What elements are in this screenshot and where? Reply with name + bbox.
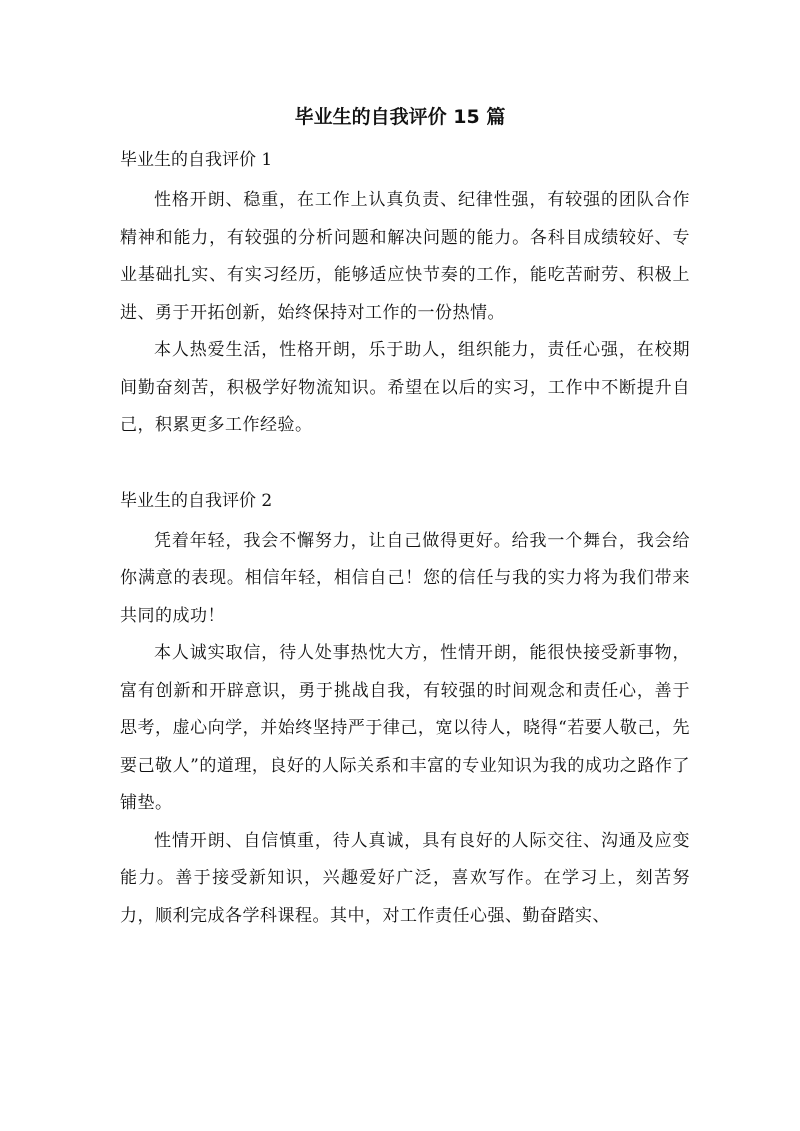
document-body xyxy=(120,144,690,935)
paragraph: 本人热爱生活，性格开朗，乐于助人，组织能力，责任心强，在校期间勤奋刻苦，积极学好物流知识。希望在以后的实习，工作中不断提升自己，积累更多工作经验。 xyxy=(120,340,690,435)
section-heading: 毕业生的自我评价 1 xyxy=(120,150,273,170)
section-1 xyxy=(120,144,690,445)
section-2 xyxy=(120,485,690,936)
paragraph: 凭着年轻，我会不懈努力，让自己做得更好。给我一个舞台，我会给你满意的表现。相信年轻，相信自己！您的信任与我的实力将为我们带来共同的成功！ xyxy=(120,530,690,626)
section-heading: 毕业生的自我评价 2 xyxy=(120,490,273,511)
paragraph: 本人诚实取信，待人处事热忱大方，性情开朗，能很快接受新事物，富有创新和开辟意识，勇于挑战自我，有较强的时间观念和责任心，善于思考，虚心向学，并始终坚持严于律己，宽以待人，晓得“若要人敬己，先要己敬人”的道理，良好的人际关系和丰富的专业知识为我的成功之路作了铺垫。 xyxy=(120,643,690,813)
document-title: 毕业生的自我评价 15 篇 xyxy=(294,106,506,128)
paragraph: 性格开朗、稳重，在工作上认真负责、纪律性强，有较强的团队合作精神和能力，有较强的分析问题和解决问题的能力。各科目成绩较好、专业基础扎实、有实习经历，能够适应快节奏的工作，能吃苦耐劳、积极上进、勇于开拓创新，始终保持对工作的一份热情。 xyxy=(120,190,690,323)
paragraph: 性情开朗、自信慎重，待人真诚，具有良好的人际交往、沟通及应变能力。善于接受新知识，兴趣爱好广泛，喜欢写作。在学习上，刻苦努力，顺利完成各学科课程。其中，对工作责任心强、勤奋踏实、 xyxy=(120,830,690,926)
